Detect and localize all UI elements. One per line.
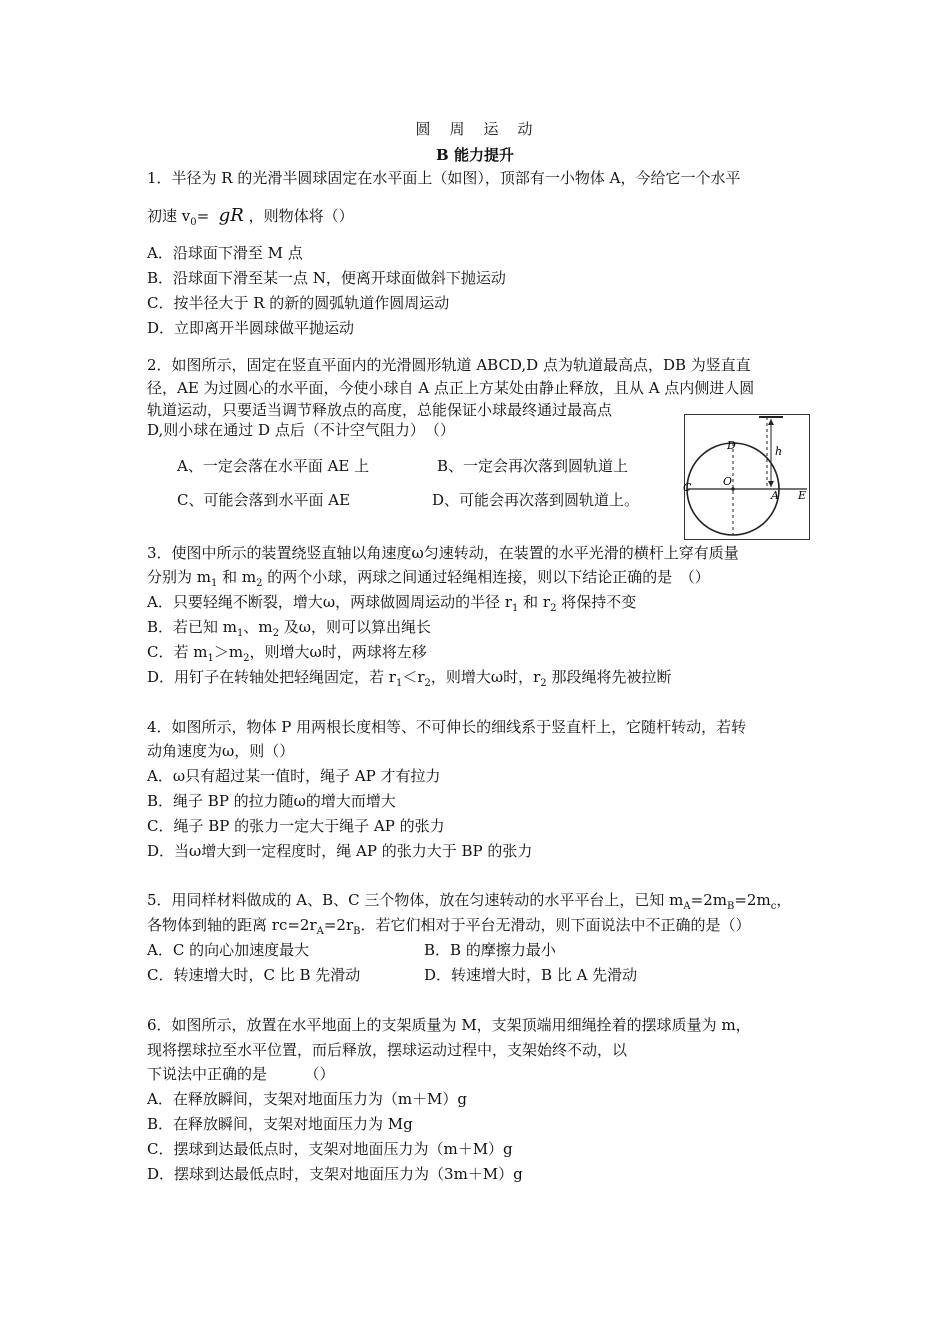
height-arrow-top: [768, 419, 774, 425]
label-a: A: [771, 489, 779, 502]
q1-option-d: D．立即离开半圆球做平抛运动: [147, 319, 355, 337]
circle-track-diagram: [685, 415, 809, 539]
page-subtitle: B 能力提升: [436, 146, 514, 164]
q2-line2: 径，AE 为过圆心的水平面，今使小球自 A 点正上方某处由静止释放，且从 A 点内侧进人圆: [147, 379, 755, 397]
q6-line2: 现将摆球拉至水平位置，而后释放，摆球运动过程中，支架始终不动，以: [147, 1041, 628, 1059]
q2-option-a: A、一定会落在水平面 AE 上: [177, 457, 370, 475]
label-e: E: [798, 489, 807, 502]
q6-line3: 下说法中正确的是 （）: [147, 1065, 335, 1083]
q2-line4: D,则小球在通过 D 点后（不计空气阻力） （）: [147, 421, 455, 439]
q1-stem-line2: 初速 $v_0=$ gR ，则物体将（）: [147, 205, 354, 228]
label-h: h: [775, 445, 783, 458]
label-c: C: [683, 481, 692, 494]
q1-stem-line1: 1．半径为 R 的光滑半圆球固定在水平面上（如图），顶部有一小物体 A，今给它一个水平: [147, 169, 741, 187]
q5-option-c: C．转速增大时，C 比 B 先滑动: [147, 966, 361, 984]
q6-line1: 6．如图所示，放置在水平地面上的支架质量为 M，支架顶端用细绳拴着的摆球质量为 m，: [147, 1016, 751, 1034]
q3-option-c: C．若 $m_1>m_2$，则增大ω时，两球将左移: [147, 643, 427, 664]
q3-line1: 3．使图中所示的装置绕竖直轴以角速度ω匀速转动，在装置的水平光滑的横杆上穿有质量: [147, 544, 739, 562]
q1-option-a: A．沿球面下滑至 M 点: [147, 244, 303, 262]
q4-option-d: D．当ω增大到一定程度时，绳 AP 的张力大于 BP 的张力: [147, 842, 533, 860]
label-o: O: [723, 475, 733, 488]
q1-formula: gR: [218, 205, 244, 226]
q3-option-a: A．只要轻绳不断裂，增大ω，两球做圆周运动的半径 $r_1$ 和 $r_2$ 将保持不变: [147, 593, 637, 614]
q6-option-c: C．摆球到达最低点时，支架对地面压力为（m＋M）g: [147, 1140, 513, 1158]
q3-option-b: B．若已知 $m_1$、$m_2$ 及ω，则可以算出绳长: [147, 618, 432, 639]
q2-option-d: D、可能会再次落到圆轨道上。: [432, 491, 640, 509]
q4-option-b: B．绳子 BP 的拉力随ω的增大而增大: [147, 792, 396, 810]
q1-option-c: C．按半径大于 R 的新的圆弧轨道作圆周运动: [147, 294, 450, 312]
q5-option-d: D．转速增大时，B 比 A 先滑动: [424, 966, 638, 984]
label-d: D: [727, 439, 736, 452]
q4-line2: 动角速度为ω，则（）: [147, 742, 295, 760]
q5-option-a: A．C 的向心加速度最大: [147, 941, 310, 959]
q1-option-b: B．沿球面下滑至某一点 N，便离开球面做斜下抛运动: [147, 269, 506, 287]
q2-line3: 轨道运动，只要适当调节释放点的高度，总能保证小球最终通过最高点: [147, 401, 613, 419]
q4-line1: 4．如图所示，物体 P 用两根长度相等、不可伸长的细线系于竖直杆上，它随杆转动，若转: [147, 718, 747, 736]
page-title: 圆 周 运 动: [415, 120, 535, 138]
q3-line2: 分别为 $m_1$ 和 $m_2$ 的两个小球，两球之间通过轻绳相连接，则以下结论正确的是 （）: [147, 568, 710, 589]
height-arrow-bottom: [768, 481, 774, 487]
q6-option-d: D．摆球到达最低点时，支架对地面压力为（3m＋M）g: [147, 1165, 523, 1183]
q4-option-a: A．ω只有超过某一值时，绳子 AP 才有拉力: [147, 767, 441, 785]
q2-circle-track-figure: [684, 414, 810, 540]
q6-option-a: A．在释放瞬间，支架对地面压力为（m＋M）g: [147, 1090, 468, 1108]
q2-line1: 2．如图所示，固定在竖直平面内的光滑圆形轨道 ABCD,D 点为轨道最高点，DB 为竖直直: [147, 356, 751, 374]
q2-option-c: C、可能会落到水平面 AE: [177, 491, 351, 509]
q5-line2: 各物体到轴的距离 $rc=2r_A=2r_B$．若它们相对于平台无滑动，则下面说法中不正确的是（）: [147, 916, 751, 937]
q5-option-b: B．B 的摩擦力最小: [424, 941, 556, 959]
q2-option-b: B、一定会再次落到圆轨道上: [437, 457, 629, 475]
q6-option-b: B．在释放瞬间，支架对地面压力为 Mg: [147, 1115, 413, 1133]
q5-line1: 5．用同样材料做成的 A、B、C 三个物体，放在匀速转动的水平平台上，已知 $m_A=2m_B=2m_c$，: [147, 891, 792, 912]
q3-option-d: D．用钉子在转轴处把轻绳固定，若 $r_1<r_2$，则增大ω时，$r_2$ 那段绳将先被拉断: [147, 668, 672, 689]
q4-option-c: C．绳子 BP 的张力一定大于绳子 AP 的张力: [147, 817, 445, 835]
